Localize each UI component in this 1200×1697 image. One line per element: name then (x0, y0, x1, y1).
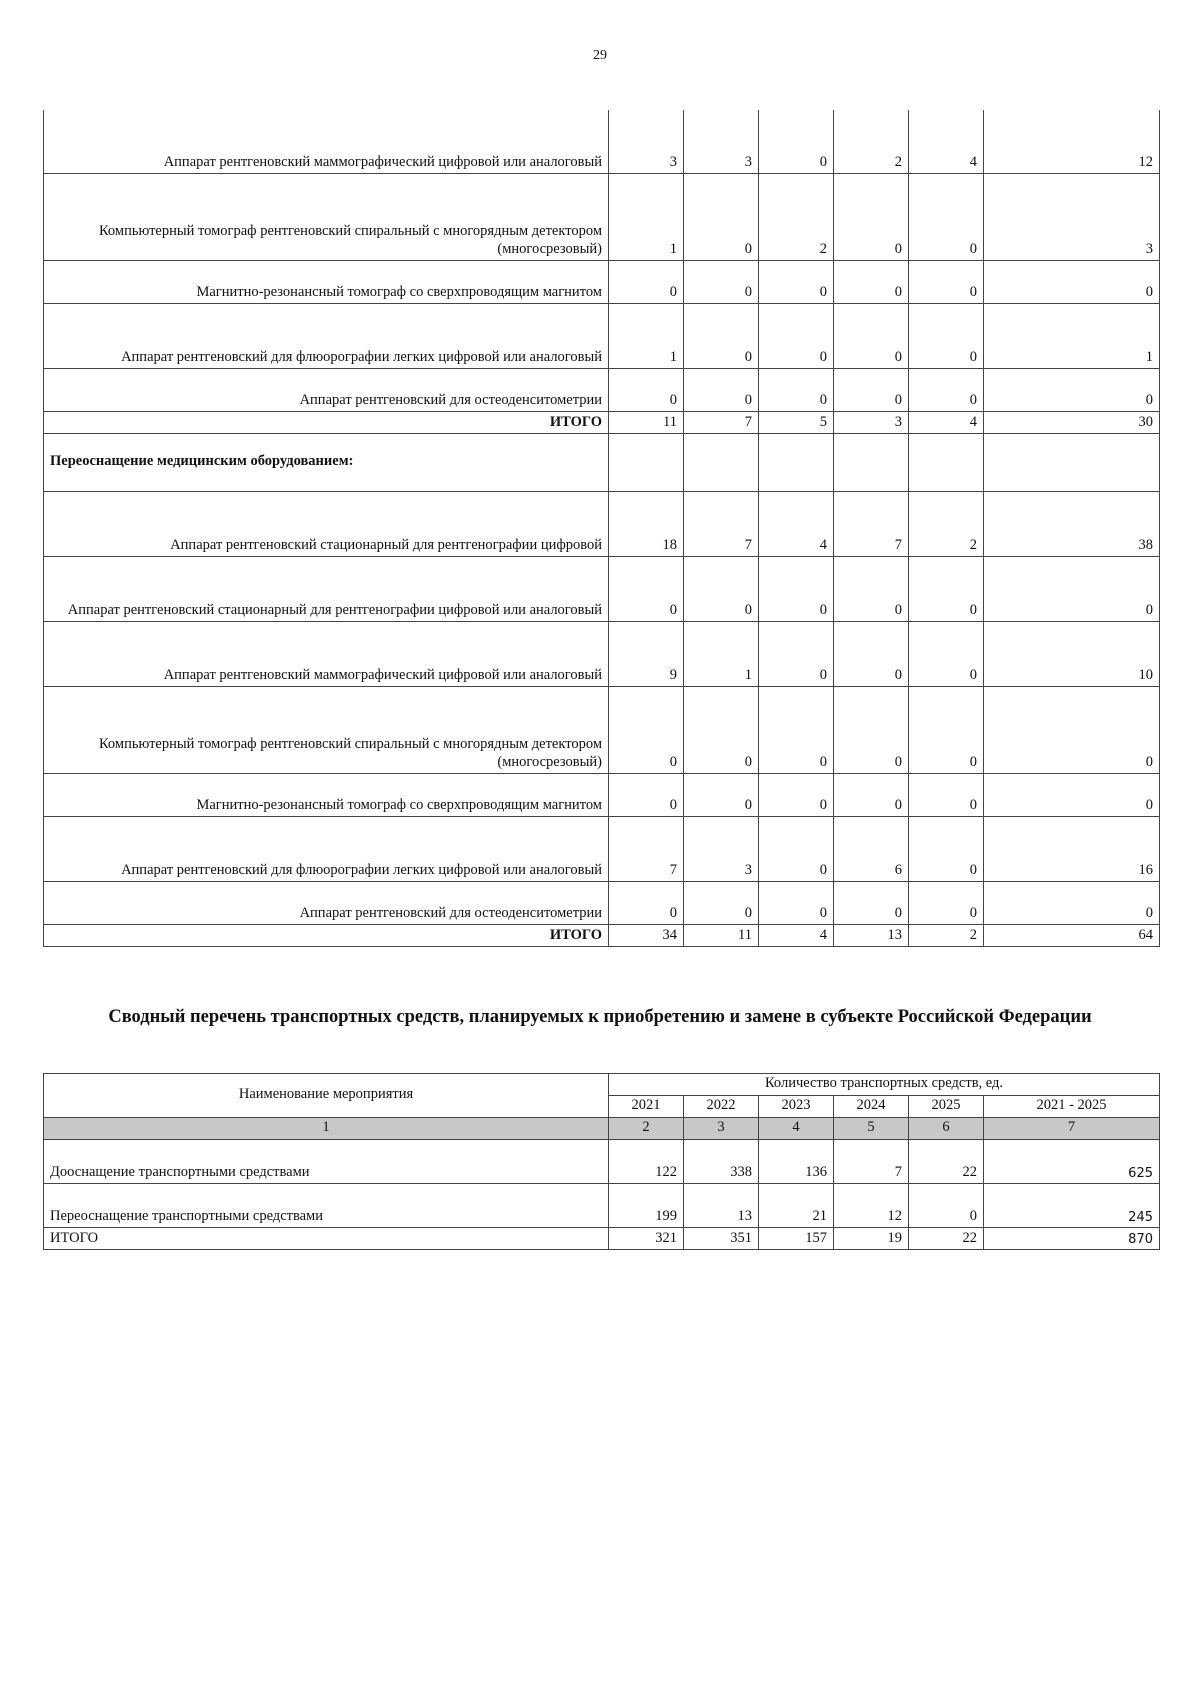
cell-2023: 2 (759, 173, 834, 260)
index-row (44, 1118, 1160, 1140)
cell-2021: 199 (609, 1184, 684, 1228)
cell-total: 245 (984, 1184, 1160, 1228)
cell-total: 12 (984, 110, 1160, 173)
cell-2025: 4 (909, 411, 984, 433)
column-index: 7 (984, 1118, 1160, 1140)
cell-2022: 0 (684, 556, 759, 621)
cell-2021: 1 (609, 173, 684, 260)
cell-2025: 2 (909, 924, 984, 946)
cell-2024: 0 (834, 881, 909, 924)
cell-2023: 0 (759, 773, 834, 816)
row-name: Компьютерный томограф рентгеновский спиральный с многорядным детектором (многосрезовый) (44, 686, 609, 773)
table-row (44, 303, 1160, 368)
table-row (44, 556, 1160, 621)
cell-2025: 4 (909, 110, 984, 173)
cell-total: 64 (984, 924, 1160, 946)
year-header: 2021 - 2025 (984, 1096, 1160, 1118)
cell-total: 0 (984, 881, 1160, 924)
cell-total: 16 (984, 816, 1160, 881)
empty-cell (909, 433, 984, 491)
cell-2022: 1 (684, 621, 759, 686)
transport-table (43, 1073, 1160, 1250)
row-name: Аппарат рентгеновский стационарный для рентгенографии цифровой (44, 491, 609, 556)
total-label: ИТОГО (44, 924, 609, 946)
cell-total: 625 (984, 1140, 1160, 1184)
year-header: 2025 (909, 1096, 984, 1118)
cell-2024: 0 (834, 173, 909, 260)
cell-2021: 18 (609, 491, 684, 556)
cell-2025: 0 (909, 881, 984, 924)
cell-total: 3 (984, 173, 1160, 260)
cell-2024: 0 (834, 773, 909, 816)
row-name: Компьютерный томограф рентгеновский спиральный с многорядным детектором (многосрезовый) (44, 173, 609, 260)
cell-2021: 0 (609, 881, 684, 924)
cell-2025: 0 (909, 686, 984, 773)
cell-total: 870 (984, 1228, 1160, 1250)
cell-2022: 11 (684, 924, 759, 946)
total-row (44, 411, 1160, 433)
cell-2021: 9 (609, 621, 684, 686)
cell-2025: 22 (909, 1140, 984, 1184)
section-heading-row (44, 433, 1160, 491)
equipment-table (43, 110, 1160, 947)
cell-2021: 0 (609, 556, 684, 621)
cell-2022: 13 (684, 1184, 759, 1228)
row-name: Аппарат рентгеновский для остеоденситометрии (44, 881, 609, 924)
table-row (44, 110, 1160, 173)
cell-total: 38 (984, 491, 1160, 556)
row-name: Аппарат рентгеновский для флюорографии легких цифровой или аналоговый (44, 303, 609, 368)
cell-total: 0 (984, 773, 1160, 816)
cell-2025: 0 (909, 260, 984, 303)
total-label: ИТОГО (44, 1228, 609, 1250)
cell-2023: 136 (759, 1140, 834, 1184)
cell-2022: 0 (684, 303, 759, 368)
name-header: Наименование мероприятия (44, 1074, 609, 1118)
cell-2025: 0 (909, 816, 984, 881)
row-name: Магнитно-резонансный томограф со сверхпроводящим магнитом (44, 260, 609, 303)
row-name: Аппарат рентгеновский маммографический цифровой или аналоговый (44, 621, 609, 686)
column-index: 4 (759, 1118, 834, 1140)
cell-2022: 7 (684, 491, 759, 556)
page-number: 29 (593, 48, 607, 63)
cell-2023: 0 (759, 260, 834, 303)
row-name: Магнитно-резонансный томограф со сверхпроводящим магнитом (44, 773, 609, 816)
cell-2025: 22 (909, 1228, 984, 1250)
cell-2023: 21 (759, 1184, 834, 1228)
cell-2021: 34 (609, 924, 684, 946)
cell-2024: 0 (834, 368, 909, 411)
cell-total: 0 (984, 686, 1160, 773)
table-row (44, 773, 1160, 816)
cell-2023: 0 (759, 303, 834, 368)
cell-2024: 0 (834, 303, 909, 368)
cell-total: 1 (984, 303, 1160, 368)
row-name: Дооснащение транспортными средствами (44, 1140, 609, 1184)
cell-2023: 157 (759, 1228, 834, 1250)
year-header: 2021 (609, 1096, 684, 1118)
row-name: Переоснащение транспортными средствами (44, 1184, 609, 1228)
cell-total: 30 (984, 411, 1160, 433)
table-row (44, 368, 1160, 411)
cell-2022: 0 (684, 773, 759, 816)
cell-2024: 13 (834, 924, 909, 946)
cell-2022: 0 (684, 686, 759, 773)
cell-2025: 0 (909, 556, 984, 621)
cell-2022: 3 (684, 816, 759, 881)
section-title: Сводный перечень транспортных средств, планируемых к приобретению и замене в субъекте Российской Федерации (108, 1007, 1092, 1027)
cell-2024: 12 (834, 1184, 909, 1228)
table-row (44, 260, 1160, 303)
cell-2025: 2 (909, 491, 984, 556)
cell-2023: 0 (759, 110, 834, 173)
total-label: ИТОГО (44, 411, 609, 433)
empty-cell (684, 433, 759, 491)
cell-2025: 0 (909, 621, 984, 686)
cell-2022: 0 (684, 881, 759, 924)
cell-total: 10 (984, 621, 1160, 686)
table-row (44, 621, 1160, 686)
empty-cell (609, 433, 684, 491)
cell-2023: 0 (759, 621, 834, 686)
empty-cell (759, 433, 834, 491)
column-index: 5 (834, 1118, 909, 1140)
cell-2024: 0 (834, 686, 909, 773)
column-index: 2 (609, 1118, 684, 1140)
cell-2025: 0 (909, 173, 984, 260)
table-row (44, 1140, 1160, 1184)
table-row (44, 173, 1160, 260)
column-index: 3 (684, 1118, 759, 1140)
cell-2024: 19 (834, 1228, 909, 1250)
cell-2024: 7 (834, 491, 909, 556)
cell-2021: 11 (609, 411, 684, 433)
cell-2023: 0 (759, 816, 834, 881)
row-name: Аппарат рентгеновский маммографический цифровой или аналоговый (44, 110, 609, 173)
year-header: 2023 (759, 1096, 834, 1118)
cell-2024: 7 (834, 1140, 909, 1184)
cell-2025: 0 (909, 303, 984, 368)
table-row (44, 816, 1160, 881)
total-row (44, 924, 1160, 946)
cell-2022: 0 (684, 173, 759, 260)
table-row (44, 1184, 1160, 1228)
empty-cell (834, 433, 909, 491)
cell-total: 0 (984, 556, 1160, 621)
cell-2024: 0 (834, 260, 909, 303)
cell-2021: 122 (609, 1140, 684, 1184)
cell-2021: 0 (609, 260, 684, 303)
empty-cell (984, 433, 1160, 491)
table-row (44, 686, 1160, 773)
cell-total: 0 (984, 260, 1160, 303)
group-header: Количество транспортных средств, ед. (609, 1074, 1160, 1096)
year-header: 2024 (834, 1096, 909, 1118)
cell-2023: 4 (759, 491, 834, 556)
cell-2022: 3 (684, 110, 759, 173)
cell-2021: 7 (609, 816, 684, 881)
cell-2025: 0 (909, 368, 984, 411)
cell-2022: 7 (684, 411, 759, 433)
cell-2024: 6 (834, 816, 909, 881)
cell-2024: 2 (834, 110, 909, 173)
cell-2021: 3 (609, 110, 684, 173)
table-row (44, 881, 1160, 924)
year-header: 2022 (684, 1096, 759, 1118)
cell-2024: 3 (834, 411, 909, 433)
transport-table-body (44, 1074, 1160, 1250)
cell-2021: 1 (609, 303, 684, 368)
row-name: Аппарат рентгеновский для флюорографии легких цифровой или аналоговый (44, 816, 609, 881)
equipment-table-body (44, 110, 1160, 946)
column-index: 6 (909, 1118, 984, 1140)
cell-2023: 0 (759, 881, 834, 924)
cell-2023: 0 (759, 368, 834, 411)
cell-2021: 0 (609, 368, 684, 411)
cell-2025: 0 (909, 773, 984, 816)
cell-2022: 0 (684, 368, 759, 411)
cell-total: 0 (984, 368, 1160, 411)
section-heading: Переоснащение медицинским оборудованием: (44, 433, 609, 491)
cell-2023: 0 (759, 686, 834, 773)
cell-2023: 5 (759, 411, 834, 433)
cell-2023: 0 (759, 556, 834, 621)
row-name: Аппарат рентгеновский стационарный для рентгенографии цифровой или аналоговый (44, 556, 609, 621)
cell-2022: 351 (684, 1228, 759, 1250)
cell-2025: 0 (909, 1184, 984, 1228)
cell-2021: 0 (609, 686, 684, 773)
table-row (44, 491, 1160, 556)
cell-2021: 0 (609, 773, 684, 816)
column-index: 1 (44, 1118, 609, 1140)
cell-2021: 321 (609, 1228, 684, 1250)
header-row (44, 1074, 1160, 1096)
cell-2022: 0 (684, 260, 759, 303)
cell-2023: 4 (759, 924, 834, 946)
cell-2024: 0 (834, 556, 909, 621)
row-name: Аппарат рентгеновский для остеоденситометрии (44, 368, 609, 411)
cell-2022: 338 (684, 1140, 759, 1184)
cell-2024: 0 (834, 621, 909, 686)
total-row (44, 1228, 1160, 1250)
